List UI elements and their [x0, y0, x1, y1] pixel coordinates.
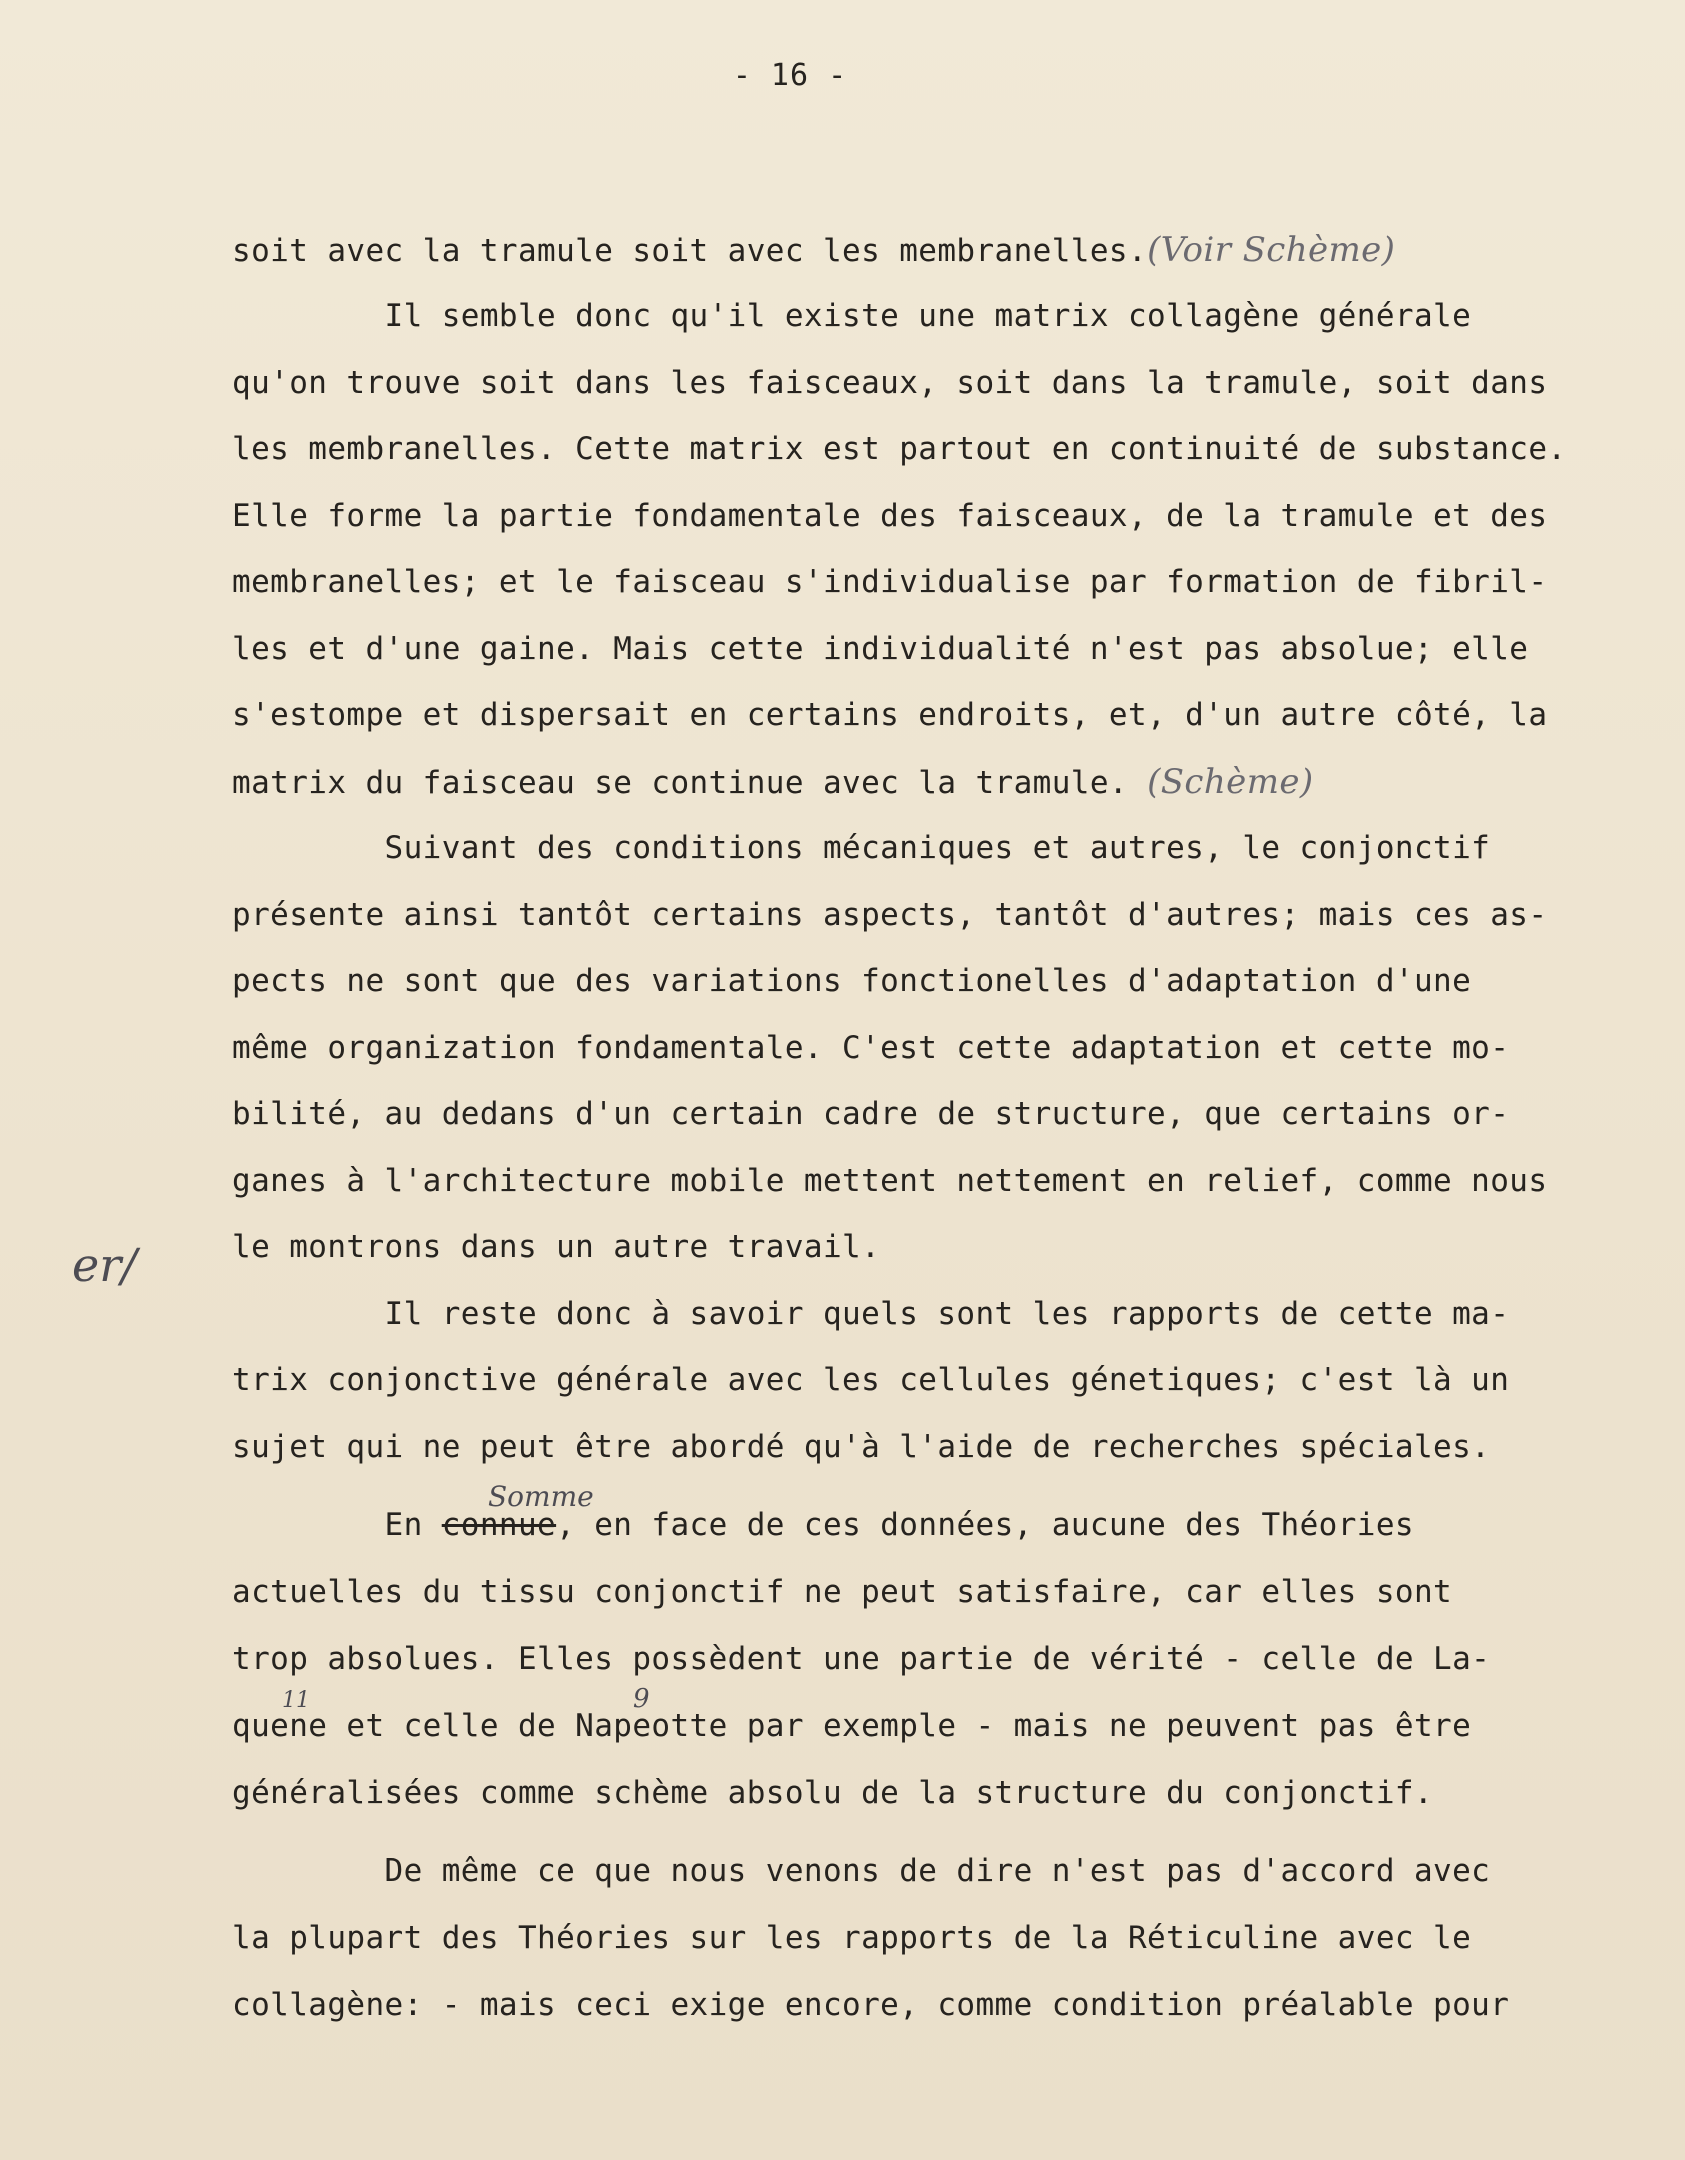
line-text: , en face de ces données, aucune des Théories [556, 1507, 1414, 1543]
text-line-17: Il reste donc à savoir quels sont les rapports de cette ma- [232, 1296, 1510, 1332]
text-line-25: De même ce que nous venons de dire n'est pas d'accord avec [232, 1853, 1491, 1889]
line-text: matrix du faisceau se continue avec la tramule. [232, 765, 1128, 801]
text-line-1 [232, 230, 1395, 271]
text-line-5: Elle forme la partie fondamentale des faisceaux, de la tramule et des [232, 498, 1548, 534]
correction-somme: Somme [488, 1480, 594, 1513]
text-line-18: trix conjonctive générale avec les cellules génetiques; c'est là un [232, 1362, 1510, 1398]
text-line-14: bilité, au dedans d'un certain cadre de structure, que certains or- [232, 1096, 1510, 1132]
page-number: - 16 - [732, 58, 848, 93]
margin-annotation: er/ [72, 1238, 137, 1292]
text-line-13: même organization fondamentale. C'est cette adaptation et cette mo- [232, 1030, 1510, 1066]
text-line-6: membranelles; et le faisceau s'individualise par formation de fibril- [232, 564, 1548, 600]
text-line-16: le montrons dans un autre travail. [232, 1229, 881, 1265]
text-line-3: qu'on trouve soit dans les faisceaux, soit dans la tramule, soit dans [232, 365, 1548, 401]
annotation-scheme: (Schème) [1147, 762, 1314, 802]
text-line-15: ganes à l'architecture mobile mettent nettement en relief, comme nous [232, 1163, 1548, 1199]
text-line-4: les membranelles. Cette matrix est partout en continuité de substance. [232, 431, 1567, 467]
correction-nine: 9 [633, 1684, 650, 1714]
correction-eleven: 11 [282, 1688, 310, 1713]
text-line-9 [232, 762, 1314, 803]
line-text: soit avec la tramule soit avec les membranelles. [232, 233, 1148, 269]
text-line-10: Suivant des conditions mécaniques et autres, le conjonctif [232, 830, 1491, 866]
text-line-2: Il semble donc qu'il existe une matrix collagène générale [232, 298, 1472, 334]
text-line-26: la plupart des Théories sur les rapports de la Réticuline avec le [232, 1920, 1472, 1956]
line-text: En [232, 1507, 423, 1543]
text-line-22: trop absolues. Elles possèdent une partie de vérité - celle de La- [232, 1641, 1491, 1677]
text-line-19: sujet qui ne peut être abordé qu'à l'aide de recherches spéciales. [232, 1429, 1491, 1465]
text-line-23: quene et celle de Napeotte par exemple - mais ne peuvent pas être [232, 1708, 1472, 1744]
text-line-8: s'estompe et dispersait en certains endroits, et, d'un autre côté, la [232, 697, 1548, 733]
text-line-21: actuelles du tissu conjonctif ne peut satisfaire, car elles sont [232, 1574, 1453, 1610]
text-line-11: présente ainsi tantôt certains aspects, tantôt d'autres; mais ces as- [232, 897, 1548, 933]
text-line-7: les et d'une gaine. Mais cette individualité n'est pas absolue; elle [232, 631, 1529, 667]
struck-word: connue [441, 1507, 557, 1543]
text-line-20 [232, 1505, 1414, 1545]
text-line-24: généralisées comme schème absolu de la structure du conjonctif. [232, 1775, 1434, 1811]
annotation-voir-scheme: (Voir Schème) [1147, 230, 1396, 270]
text-line-12: pects ne sont que des variations fonctionelles d'adaptation d'une [232, 963, 1472, 999]
text-line-27: collagène: - mais ceci exige encore, comme condition préalable pour [232, 1987, 1510, 2023]
